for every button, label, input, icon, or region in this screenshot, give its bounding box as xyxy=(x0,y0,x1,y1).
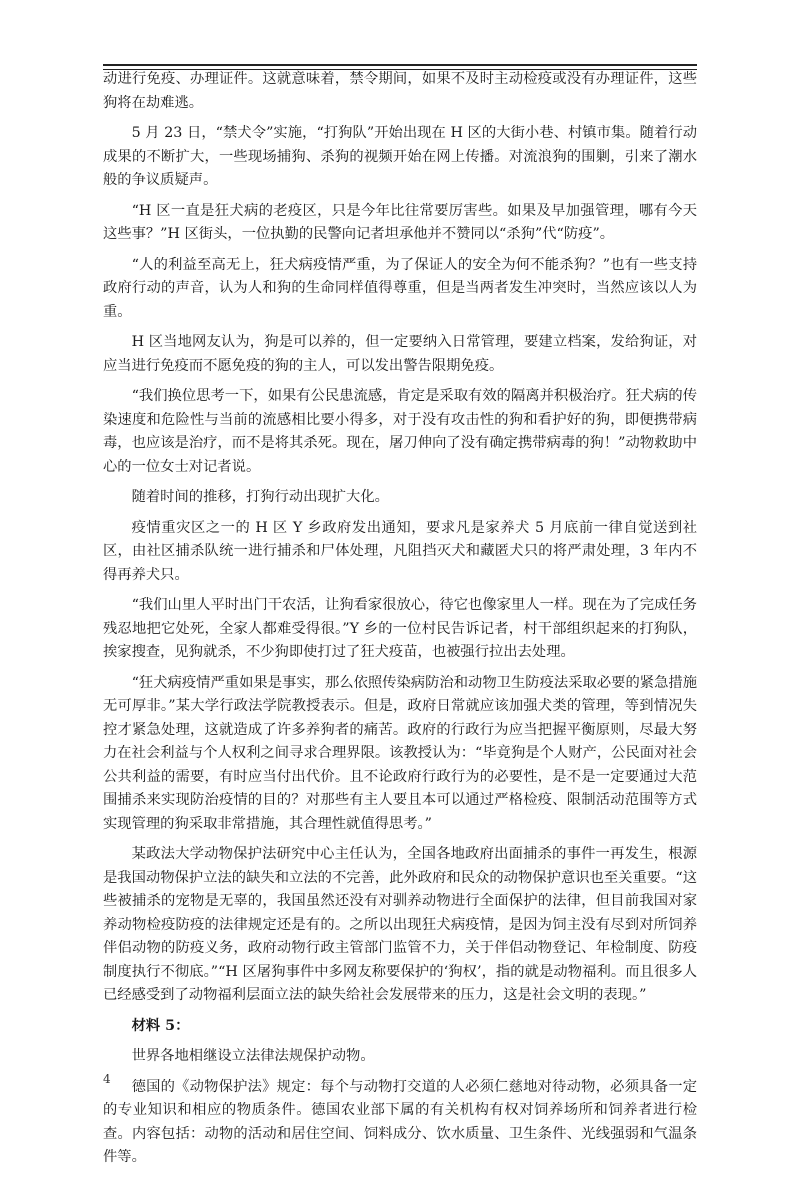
paragraph-1: 动进行免疫、办理证件。这就意味着，禁令期间，如果不及时主动检疫或没有办理证件，这些狗将在劫难逃。 xyxy=(103,71,697,111)
paragraph-2: 5 月 23 日，“禁犬令”实施，“打狗队”开始出现在 H 区的大街小巷、村镇市集。随着行动成果的不断扩大，一些现场捕狗、杀狗的视频开始在网上传播。对流浪狗的围剿，引来了潮水般的争议质疑声。 xyxy=(103,125,697,188)
material-heading: 材料 5： xyxy=(131,1017,190,1034)
paragraph-6: “我们换位思考一下，如果有公民患流感，肯定是采取有效的隔离并积极治疗。狂犬病的传染速度和危险性与当前的流感相比要小得多，对于没有攻击性的狗和看护好的狗，即便携带病毒，也应该是治疗，而不是将其杀死。现在，屠刀伸向了没有确定携带病毒的狗！”动物救助中心的一位女士对记者说。 xyxy=(103,388,697,475)
paragraph-3: “H 区一直是狂犬病的老疫区，只是今年比往常要厉害些。如果及早加强管理，哪有今天这些事？”H 区街头，一位执勤的民警向记者坦承他并不赞同以“杀狗”代“防疫”。 xyxy=(103,202,697,242)
paragraph-12: 世界各地相继设立法律法规保护动物。 xyxy=(131,1048,375,1064)
document-body xyxy=(103,68,697,1177)
header-rule-thick xyxy=(103,64,697,66)
paragraph-13: 德国的《动物保护法》规定：每个与动物打交道的人必须仁慈地对待动物，必须具备一定的专业知识和相应的物质条件。德国农业部下属的有关机构有权对饲养场所和饲养者进行检查。内容包括：动物的活动和居住空间、饲料成分、饮水质量、卫生条件、光线强弱和气温条件等。 xyxy=(103,1078,697,1165)
page-number: 4 xyxy=(103,1072,111,1086)
paragraph-8: 疫情重灾区之一的 H 区 Y 乡政府发出通知，要求凡是家养犬 5 月底前一律自觉送到社区，由社区捕杀队统一进行捕杀和尸体处理，凡阻挡灭犬和藏匿犬只的将严肃处理，3 年内不得再养犬只。 xyxy=(103,519,697,583)
paragraph-7: 随着时间的推移，打狗行动出现扩大化。 xyxy=(131,489,389,505)
paragraph-9: “我们山里人平时出门干农活，让狗看家很放心，待它也像家里人一样。现在为了完成任务残忍地把它处死，全家人都难受得很。”Y 乡的一位村民告诉记者，村干部组织起来的打狗队，挨家搜查，见狗就杀，不少狗即使打过了狂犬疫苗，也被强行拉出去处理。 xyxy=(103,597,697,660)
paragraph-4: “人的利益至高无上，狂犬病疫情严重，为了保证人的安全为何不能杀狗？”也有一些支持政府行动的声音，认为人和狗的生命同样值得尊重，但是当两者发生冲突时，当然应该以人为重。 xyxy=(103,256,697,320)
paragraph-10: “狂犬病疫情严重如果是事实，那么依照传染病防治和动物卫生防疫法采取必要的紧急措施无可厚非。”某大学行政法学院教授表示。但是，政府日常就应该加强犬类的管理，等到情况失控才紧急处理，这就造成了许多养狗者的痛苦。政府的行政行为应当把握平衡原则，尽最大努力在社会利益与个人权利之间寻求合理界限。该教授认为：“毕竟狗是个人财产，公民面对社会公共利益的需要，有时应当付出代价。且不论政府行政行为的必要性，是不是一定要通过大范围捕杀来实现防治疫情的目的？对那些有主人要且本可以通过严格检疫、限制活动范围等方式实现管理的狗采取非常措施，其合理性就值得思考。” xyxy=(103,674,697,832)
paragraph-5: H 区当地网友认为，狗是可以养的，但一定要纳入日常管理，要建立档案，发给狗证，对应当进行免疫而不愿免疫的狗的主人，可以发出警告限期免疫。 xyxy=(103,334,697,374)
paragraph-11: 某政法大学动物保护法研究中心主任认为，全国各地政府出面捕杀的事件一再发生，根源是我国动物保护立法的缺失和立法的不完善，此外政府和民众的动物保护意识也至关重要。“这些被捕杀的宠物是无辜的，我国虽然还没有对驯养动物进行全面保护的法律，但目前我国对家养动物检疫防疫的法律规定还是有的。之所以出现狂犬病疫情，是因为饲主没有尽到对所饲养伴侣动物的防疫义务，政府动物行政主管部门监管不力，关于伴侣动物登记、年检制度、防疫制度执行不彻底。”“H 区屠狗事件中多网友称要保护的‘狗权’，指的就是动物福利。而且很多人已经感受到了动物福利层面立法的缺失给社会发展带来的压力，这是社会文明的表现。” xyxy=(103,846,697,1003)
